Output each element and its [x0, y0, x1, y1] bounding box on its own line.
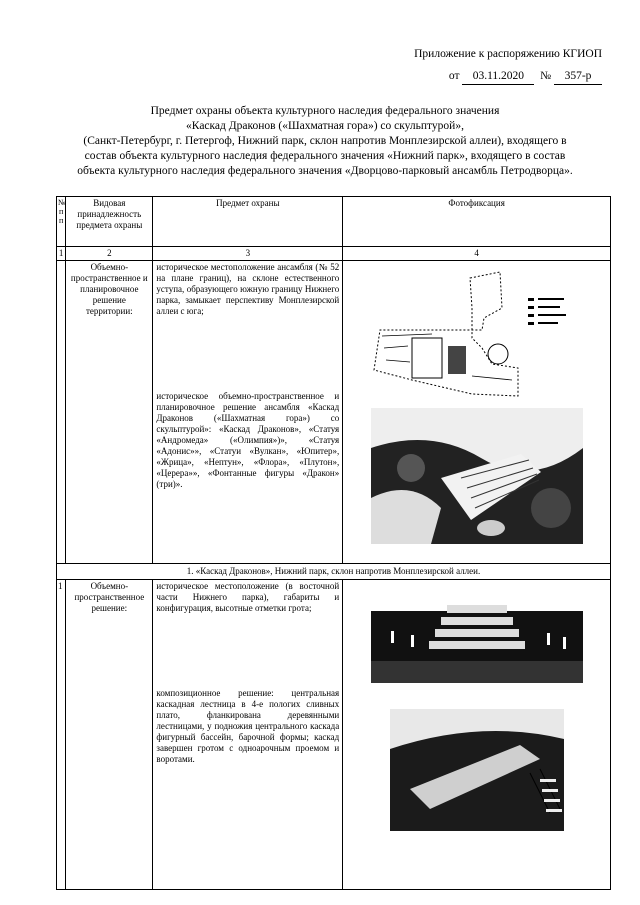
- col-number: 1: [57, 247, 66, 261]
- header-photo: Фотофиксация: [343, 197, 611, 247]
- ensemble-aerial-photo: [371, 408, 583, 544]
- subject-text-composition: композиционное решение: центральная каскадная лестница в 4-е пологих сливных плато, фланкирована деревянными лестницами, у подножия центрального каскада фигурный бассейн, барочной формы; каскад завершен гротом с одноарочным проемом и воротами.: [156, 688, 340, 764]
- table-header-row: [57, 197, 611, 247]
- cascade-front-drawing: [371, 591, 583, 683]
- row-number: [57, 261, 66, 564]
- column-number-row: [57, 247, 611, 261]
- order-reference: [414, 68, 602, 85]
- aerial-photo-drawing: [371, 408, 583, 544]
- table-row: [57, 261, 611, 564]
- subject-text-composition: историческое объемно-пространственное и планировочное решение ансамбля «Каскад Драконов («Шахматная гора») со скульптурой»: «Каскад Драконов», «Статуя «Андромеда» («Олимпия»)», «Статуя «Адонис»», «Статуи «Вулкан», «Юпитер», «Жрица», «Нептун», «Флора», «Плутон», «Церера»», «Фонтанные фигуры «Дракон» (три)».: [156, 391, 340, 489]
- table-row: [57, 580, 611, 890]
- header-kind: Видовая принадлежность предмета охраны: [66, 197, 153, 247]
- row-subject: [153, 261, 343, 564]
- title-line: Предмет охраны объекта культурного наследия федерального значения: [150, 105, 500, 117]
- col-number: 2: [66, 247, 153, 261]
- section-heading: 1. «Каскад Драконов», Нижний парк, склон напротив Монплезирской аллеи.: [57, 564, 611, 580]
- row-photo: [343, 261, 611, 564]
- row-photo: [343, 580, 611, 890]
- cascade-front-photo: [371, 591, 583, 683]
- order-date: 03.11.2020: [462, 68, 534, 85]
- title-line: (Санкт-Петербург, г. Петергоф, Нижний парк, склон напротив Монплезирской аллеи), входящего в: [83, 135, 567, 147]
- header-subject: Предмет охраны: [153, 197, 343, 247]
- side-stair-drawing: [390, 709, 564, 831]
- from-label: от: [448, 70, 460, 82]
- subject-text-location: историческое местоположение (в восточной части Нижнего парка), габариты и конфигурация, высотные отметки грота;: [156, 581, 340, 613]
- appendix-label: Приложение к распоряжению КГИОП: [414, 48, 602, 60]
- col-number: 3: [153, 247, 343, 261]
- header-num: № п п: [57, 197, 66, 247]
- number-label: №: [540, 70, 552, 82]
- title-line: «Каскад Драконов («Шахматная гора») со скульптурой»,: [186, 120, 464, 132]
- row-kind: Объемно-пространственное и планировочное решение территории:: [66, 261, 153, 564]
- protection-subject-table: [56, 196, 611, 890]
- section-heading-row: [57, 564, 611, 580]
- title-line: объекта культурного наследия федерального значения «Дворцово-парковый ансамбль Петродворца».: [77, 165, 573, 177]
- order-number: 357-р: [554, 68, 602, 85]
- row-number: 1: [57, 580, 66, 890]
- document-title: [30, 104, 620, 179]
- row-kind: Объемно-пространственное решение:: [66, 580, 153, 890]
- row-subject: [153, 580, 343, 890]
- document-header: [414, 46, 602, 85]
- col-number: 4: [343, 247, 611, 261]
- side-stair-photo: [390, 709, 564, 831]
- title-line: состав объекта культурного наследия федерального значения «Нижний парк», входящего в состав: [84, 150, 566, 162]
- site-plan-image: [372, 268, 582, 400]
- subject-text-location: историческое местоположение ансамбля (№ 52 на плане границ), на склоне естественного уступа, образующего южную границу Нижнего парка, замыкает перспективу Монплезирской аллеи с юга;: [156, 262, 340, 316]
